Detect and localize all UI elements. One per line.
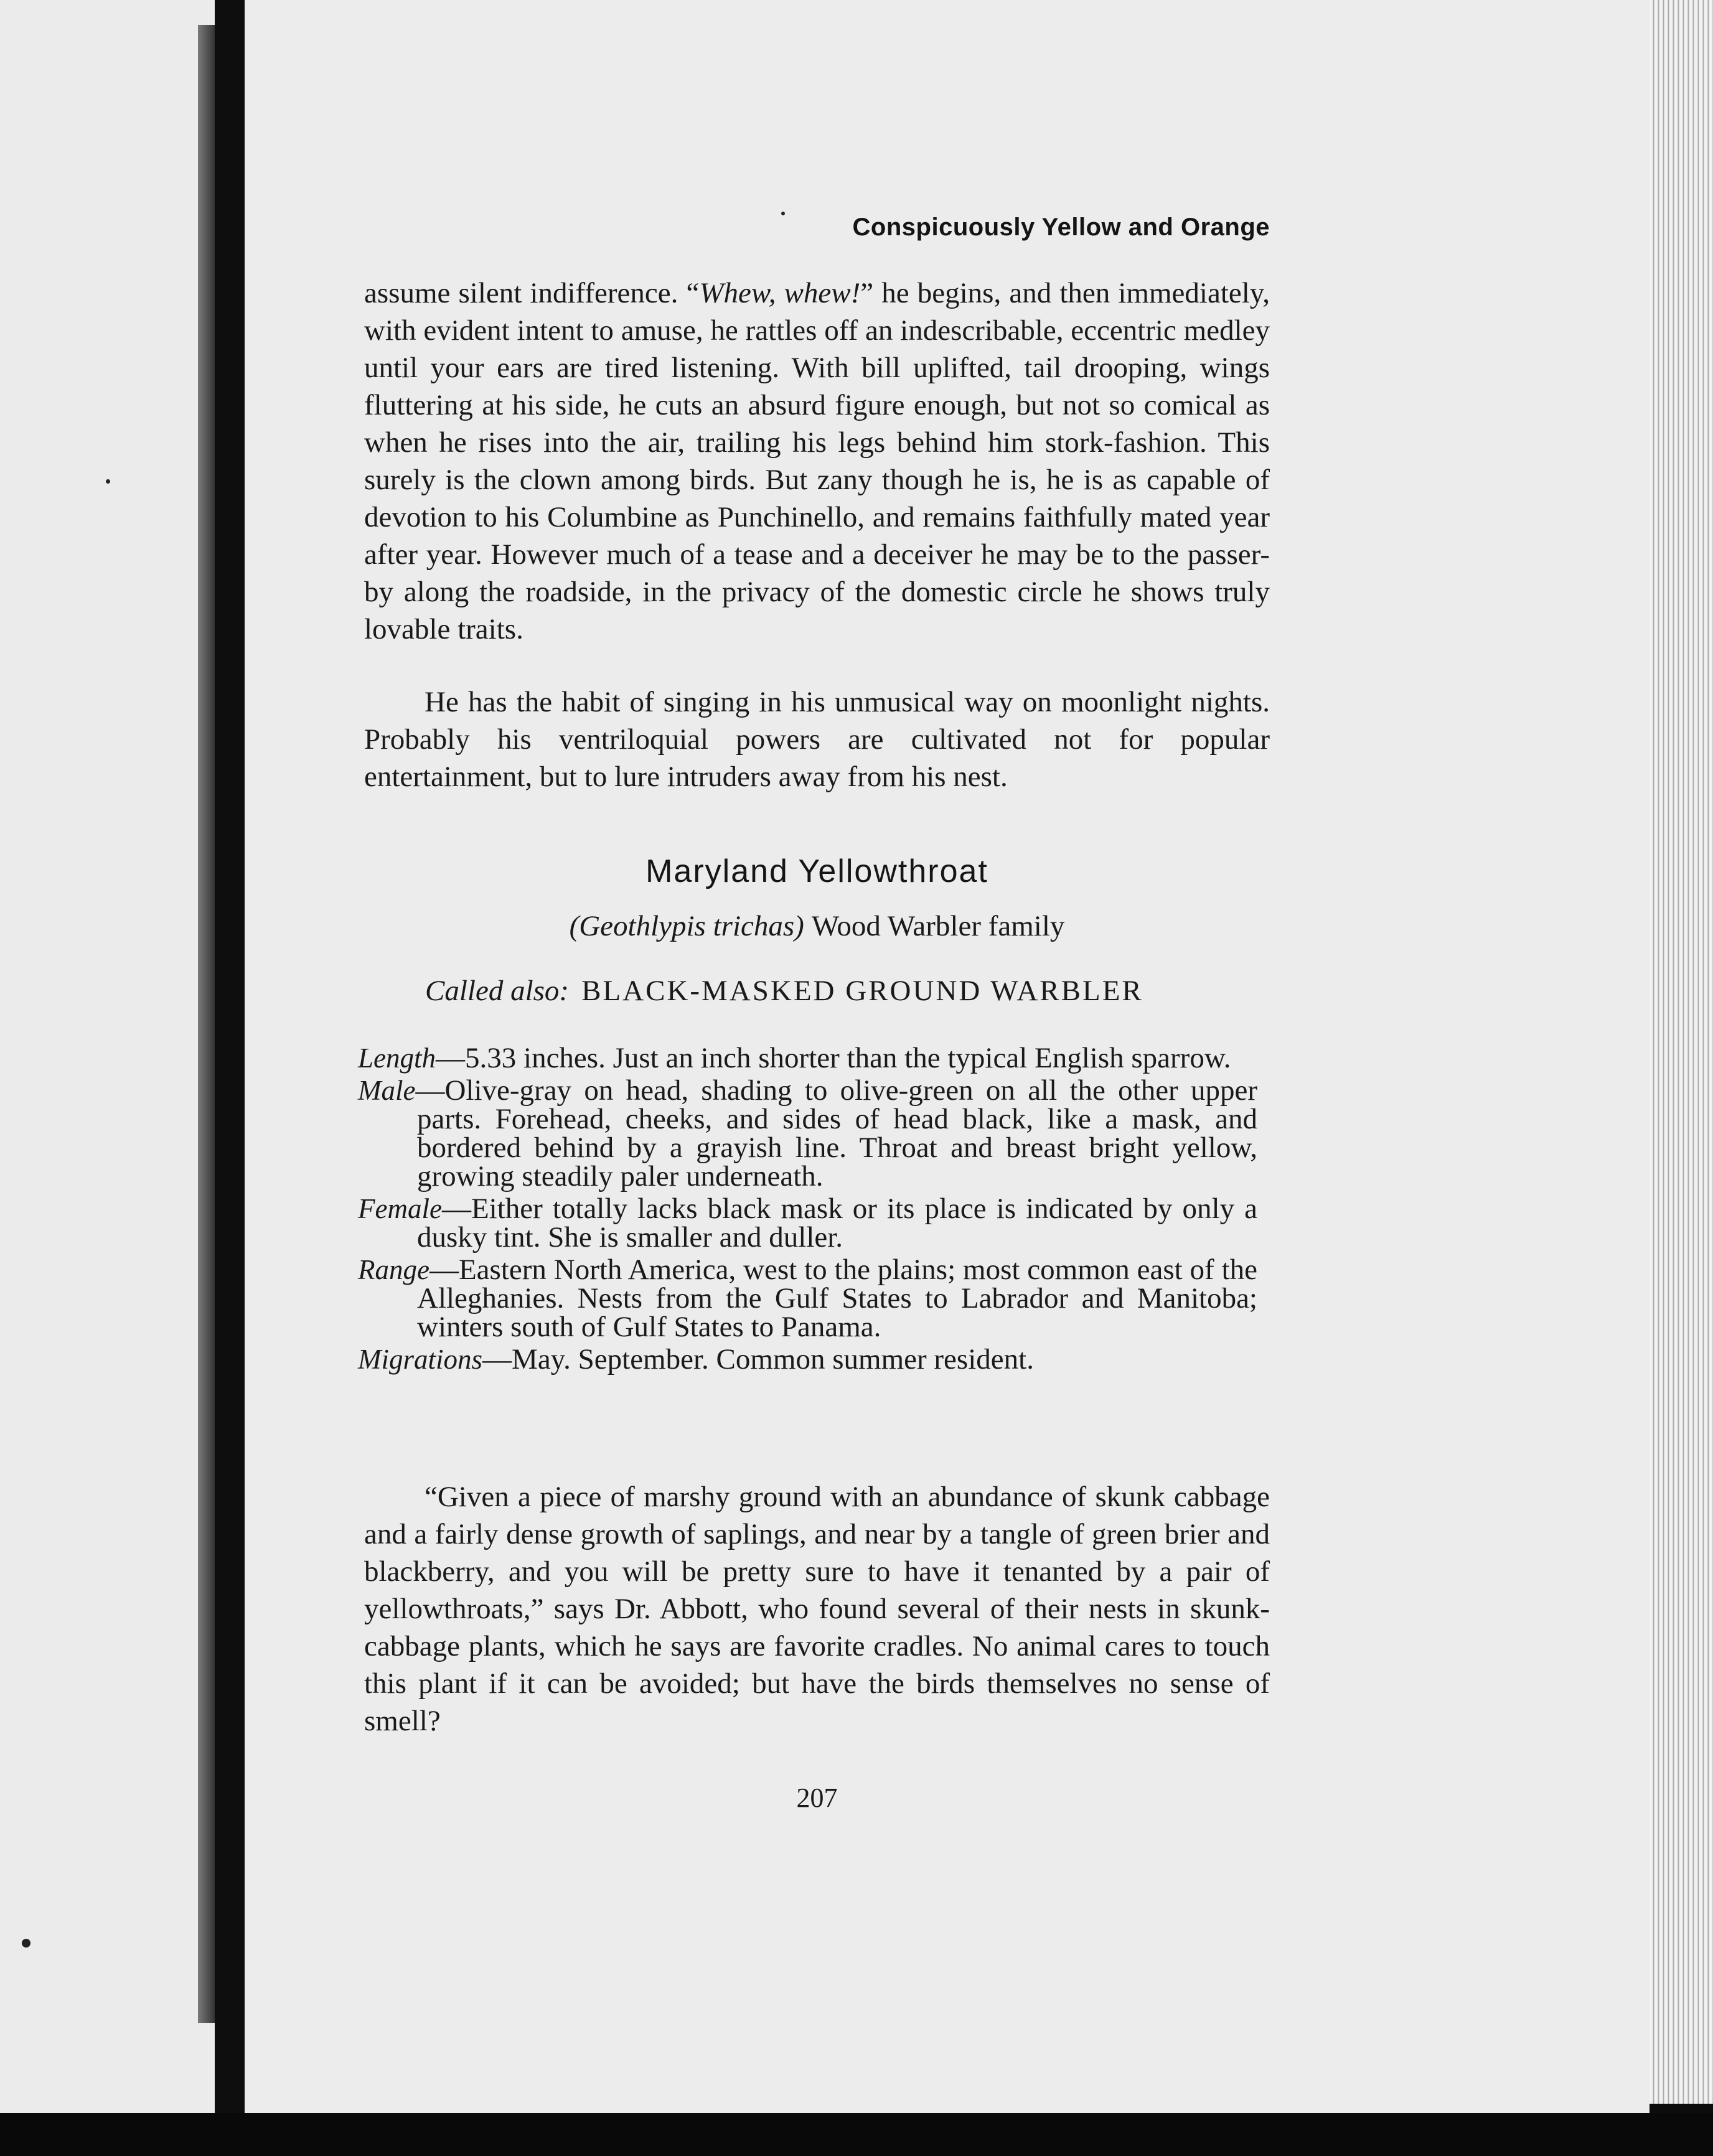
entry-label: Length: [358, 1043, 436, 1074]
family-name: Wood Warbler family: [811, 910, 1065, 942]
called-also: [425, 974, 1143, 1008]
entry-length: [358, 1044, 1257, 1072]
entry-label: Female: [358, 1193, 442, 1224]
entry-female: [358, 1194, 1257, 1252]
latin-name: (Geothlypis trichas): [569, 910, 804, 942]
entry-text: —Olive-gray on head, shading to olive-green on all the other upper parts. Forehead, cheeks, and sides of head black, like a mask, and bordered behind by a grayish line. Throat and breast bright yellow, growing steadily paler underneath.: [415, 1074, 1257, 1193]
book-gutter: [215, 0, 245, 2156]
species-title: Maryland Yellowthroat: [645, 853, 988, 889]
paragraph-continued: [364, 274, 1270, 648]
song-quote: Whew, whew!: [699, 277, 861, 309]
called-also-value: BLACK-MASKED GROUND WARBLER: [581, 975, 1143, 1007]
entry-text: —Eastern North America, west to the plains; most common east of the Alleghanies. Nests from the Gulf States to Labrador and Manitoba; winters south of Gulf States to Panama.: [417, 1254, 1257, 1343]
paragraph-text: assume silent indifference. “: [364, 277, 700, 309]
entry-label: Range: [358, 1254, 429, 1285]
entry-text: —5.33 inches. Just an inch shorter than the typical English sparrow.: [436, 1042, 1231, 1074]
paragraph-abbott: “Given a piece of marshy ground with an abundance of skunk cabbage and a fairly dense growth of saplings, and near by a tangle of green brier and blackberry, and you will be pretty sure to have it tenanted by a pair of yellowthroats,” says Dr. Abbott, who found several of their nests in skunk-cabbage plants, which he says are favorite cradles. No animal cares to touch this plant if it can be avoided; but have the birds themselves no sense of smell?: [364, 1481, 1270, 1737]
scan-speck: [106, 479, 110, 484]
page-number: 207: [796, 1783, 838, 1813]
scan-border: [0, 2113, 1713, 2156]
paragraph-text: ” he begins, and then immediately, with evident intent to amuse, he rattles off an indescribable, eccentric medley until your ears are tired listening. With bill uplifted, tail drooping, wings fluttering at his side, he cuts an absurd figure enough, but not so comical as when he rises into the air, trailing his legs behind him stork-fashion. This surely is the clown among birds. But zany though he is, he is as capable of devotion to his Columbine as Punchinello, and remains faithfully mated year after year. However much of a tease and a deceiver he may be to the passer-by along the roadside, in the privacy of the domestic circle he shows truly lovable traits.: [364, 277, 1270, 645]
entry-migrations: [358, 1345, 1257, 1374]
entry-male: [358, 1076, 1257, 1191]
entry-label: Migrations: [358, 1344, 483, 1375]
running-head: Conspicuously Yellow and Orange: [852, 213, 1270, 241]
scan-speck: [781, 212, 785, 215]
species-subtitle: [364, 909, 1270, 943]
species-entries: [358, 1044, 1257, 1377]
entry-text: —Either totally lacks black mask or its place is indicated by only a dusky tint. She is smaller and duller.: [417, 1193, 1257, 1254]
called-also-label: Called also:: [425, 975, 570, 1007]
scan-speck: [22, 1939, 31, 1947]
entry-range: [358, 1255, 1257, 1341]
entry-label: Male: [358, 1075, 416, 1106]
page-stack-edges: [1650, 0, 1713, 2104]
left-page-edge: [0, 0, 215, 2156]
entry-text: —May. September. Common summer resident.: [482, 1343, 1034, 1376]
paragraph-moonlight: He has the habit of singing in his unmusical way on moonlight nights. Probably his ventriloquial powers are cultivated not for popular entertainment, but to lure intruders away from his nest.: [364, 686, 1270, 793]
